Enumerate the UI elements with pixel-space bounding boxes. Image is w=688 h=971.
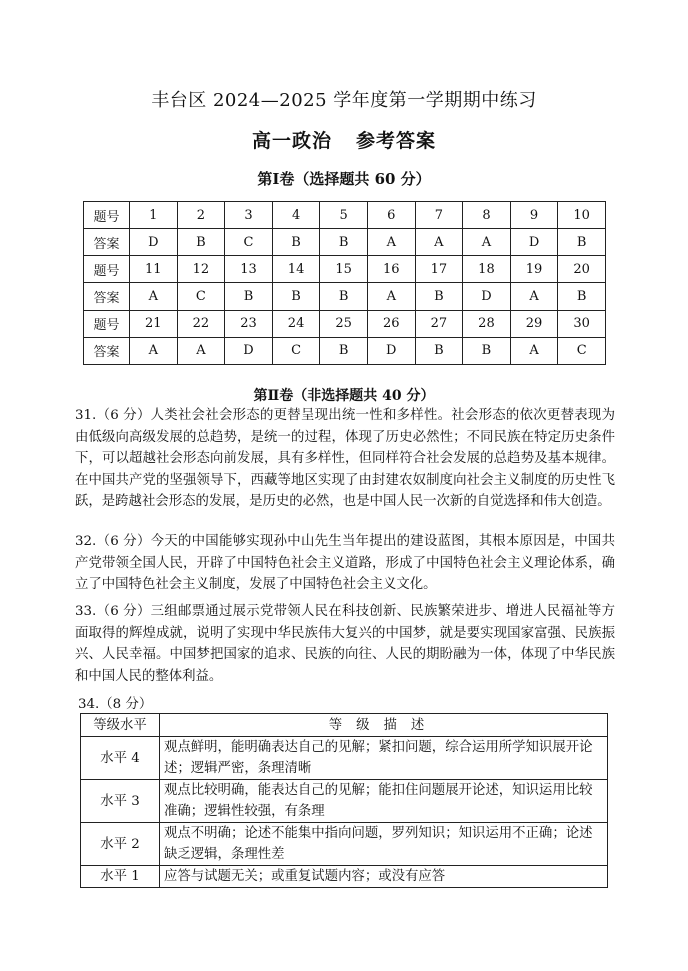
question-number-row xyxy=(84,202,606,229)
question-number-cell: 9 xyxy=(510,202,558,229)
answer-cell: A xyxy=(130,337,178,364)
answer-q33: 33.（6 分）三组邮票通过展示党带领人民在科技创新、民族繁荣进步、增进人民福祉等方面取得的辉煌成就，说明了实现中华民族伟大复兴的中国梦，就是要实现国家富强、民族振兴、人民幸福。中国梦把国家的追求、民族的向往、人民的期盼融为一体，体现了中华民族和中国人民的整体利益。 xyxy=(75,604,615,684)
section2-title: 第Ⅱ卷（非选择题共 40 分） xyxy=(253,388,435,404)
answer-label: 答案 xyxy=(84,283,130,310)
question-number-cell: 7 xyxy=(415,202,463,229)
answer-cell: D xyxy=(510,229,558,256)
rubric-row xyxy=(81,737,608,780)
question-number-cell: 19 xyxy=(510,256,558,283)
rubric-desc: 观点不明确；论述不能集中指向问题，罗列知识；知识运用不正确；论述缺乏逻辑，条理性差 xyxy=(160,823,608,866)
answer-cell: C xyxy=(272,337,320,364)
question-number-cell: 2 xyxy=(177,202,225,229)
answer-cell: B xyxy=(558,229,606,256)
answer-cell: D xyxy=(130,229,178,256)
rubric-header-row xyxy=(81,714,608,737)
answer-cell: B xyxy=(415,283,463,310)
question-number-cell: 26 xyxy=(367,310,415,337)
question-number-cell: 16 xyxy=(367,256,415,283)
answer-row xyxy=(84,337,606,364)
answer-row xyxy=(84,229,606,256)
answer-cell: C xyxy=(225,229,273,256)
question-number-cell: 17 xyxy=(415,256,463,283)
rubric-desc: 观点鲜明，能明确表达自己的见解；紧扣问题，综合运用所学知识展开论述；逻辑严密，条理清晰 xyxy=(160,737,608,780)
question-number-cell: 11 xyxy=(130,256,178,283)
q34-rubric-table xyxy=(80,713,608,888)
answer-cell: B xyxy=(225,283,273,310)
answer-cell: B xyxy=(463,337,511,364)
rubric-row xyxy=(81,866,608,888)
rubric-row xyxy=(81,780,608,823)
question-number-cell: 14 xyxy=(272,256,320,283)
question-number-cell: 6 xyxy=(367,202,415,229)
rubric-level: 水平 1 xyxy=(81,866,160,888)
answer-cell: A xyxy=(510,283,558,310)
answer-cell: A xyxy=(177,337,225,364)
question-number-cell: 23 xyxy=(225,310,273,337)
question-number-label: 题号 xyxy=(84,256,130,283)
question-number-cell: 21 xyxy=(130,310,178,337)
answer-label: 答案 xyxy=(84,337,130,364)
answer-key-label: 参考答案 xyxy=(356,130,437,152)
rubric-header-level: 等级水平 xyxy=(81,714,160,737)
question-number-cell: 28 xyxy=(463,310,511,337)
rubric-level: 水平 4 xyxy=(81,737,160,780)
document-title: 丰台区 2024—2025 学年度第一学期期中练习 xyxy=(151,90,537,111)
document-subtitle xyxy=(0,126,688,153)
answer-cell: B xyxy=(272,229,320,256)
subject-label: 高一政治 xyxy=(251,130,332,152)
answer-cell: D xyxy=(367,337,415,364)
answer-cell: A xyxy=(130,283,178,310)
rubric-level: 水平 3 xyxy=(81,780,160,823)
q34-label: 34.（8 分） xyxy=(78,697,153,712)
question-number-cell: 4 xyxy=(272,202,320,229)
question-number-row xyxy=(84,256,606,283)
question-number-label: 题号 xyxy=(84,310,130,337)
question-number-cell: 29 xyxy=(510,310,558,337)
answer-row xyxy=(84,283,606,310)
answer-cell: A xyxy=(367,229,415,256)
question-number-cell: 18 xyxy=(463,256,511,283)
answer-cell: B xyxy=(320,229,368,256)
answer-cell: C xyxy=(558,337,606,364)
rubric-header-desc: 等级描述 xyxy=(160,714,608,737)
answer-cell: A xyxy=(510,337,558,364)
answer-cell: B xyxy=(320,337,368,364)
answer-cell: D xyxy=(463,283,511,310)
rubric-level: 水平 2 xyxy=(81,823,160,866)
question-number-cell: 12 xyxy=(177,256,225,283)
question-number-cell: 22 xyxy=(177,310,225,337)
question-number-cell: 20 xyxy=(558,256,606,283)
answer-cell: B xyxy=(320,283,368,310)
mcq-answer-table xyxy=(83,201,606,365)
question-number-cell: 5 xyxy=(320,202,368,229)
question-number-cell: 30 xyxy=(558,310,606,337)
answer-cell: B xyxy=(558,283,606,310)
section1-title: 第Ⅰ卷（选择题共 60 分） xyxy=(257,170,431,188)
answer-cell: A xyxy=(463,229,511,256)
question-number-row xyxy=(84,310,606,337)
question-number-cell: 8 xyxy=(463,202,511,229)
answer-q32: 32.（6 分）今天的中国能够实现孙中山先生当年提出的建设蓝图，其根本原因是，中国共产党带领全国人民，开辟了中国特色社会主义道路，形成了中国特色社会主义理论体系，确立了中国特色社会主义制度，发展了中国特色社会主义文化。 xyxy=(75,534,615,592)
question-number-cell: 24 xyxy=(272,310,320,337)
question-number-cell: 27 xyxy=(415,310,463,337)
answer-cell: B xyxy=(177,229,225,256)
answer-label: 答案 xyxy=(84,229,130,256)
question-number-label: 题号 xyxy=(84,202,130,229)
answer-cell: D xyxy=(225,337,273,364)
rubric-desc: 应答与试题无关；或重复试题内容；或没有应答 xyxy=(160,866,608,888)
rubric-row xyxy=(81,823,608,866)
question-number-cell: 10 xyxy=(558,202,606,229)
rubric-desc: 观点比较明确，能表达自己的见解；能扣住问题展开论述，知识运用比较准确；逻辑性较强，有条理 xyxy=(160,780,608,823)
question-number-cell: 1 xyxy=(130,202,178,229)
question-number-cell: 15 xyxy=(320,256,368,283)
answer-cell: B xyxy=(272,283,320,310)
answer-cell: A xyxy=(415,229,463,256)
answer-cell: A xyxy=(367,283,415,310)
question-number-cell: 3 xyxy=(225,202,273,229)
answer-cell: B xyxy=(415,337,463,364)
answer-cell: C xyxy=(177,283,225,310)
answer-q31: 31.（6 分）人类社会社会形态的更替呈现出统一性和多样性。社会形态的依次更替表现为由低级向高级发展的总趋势，是统一的过程，体现了历史必然性；不同民族在特定历史条件下，可以超越社会形态向前发展，具有多样性，但同样符合社会发展的总趋势及基本规律。在中国共产党的坚强领导下，西藏等地区实现了由封建农奴制度向社会主义制度的历史性飞跃，是跨越社会形态的发展，是历史的必然，也是中国人民一次新的自觉选择和伟大创造。 xyxy=(75,408,615,509)
question-number-cell: 13 xyxy=(225,256,273,283)
question-number-cell: 25 xyxy=(320,310,368,337)
